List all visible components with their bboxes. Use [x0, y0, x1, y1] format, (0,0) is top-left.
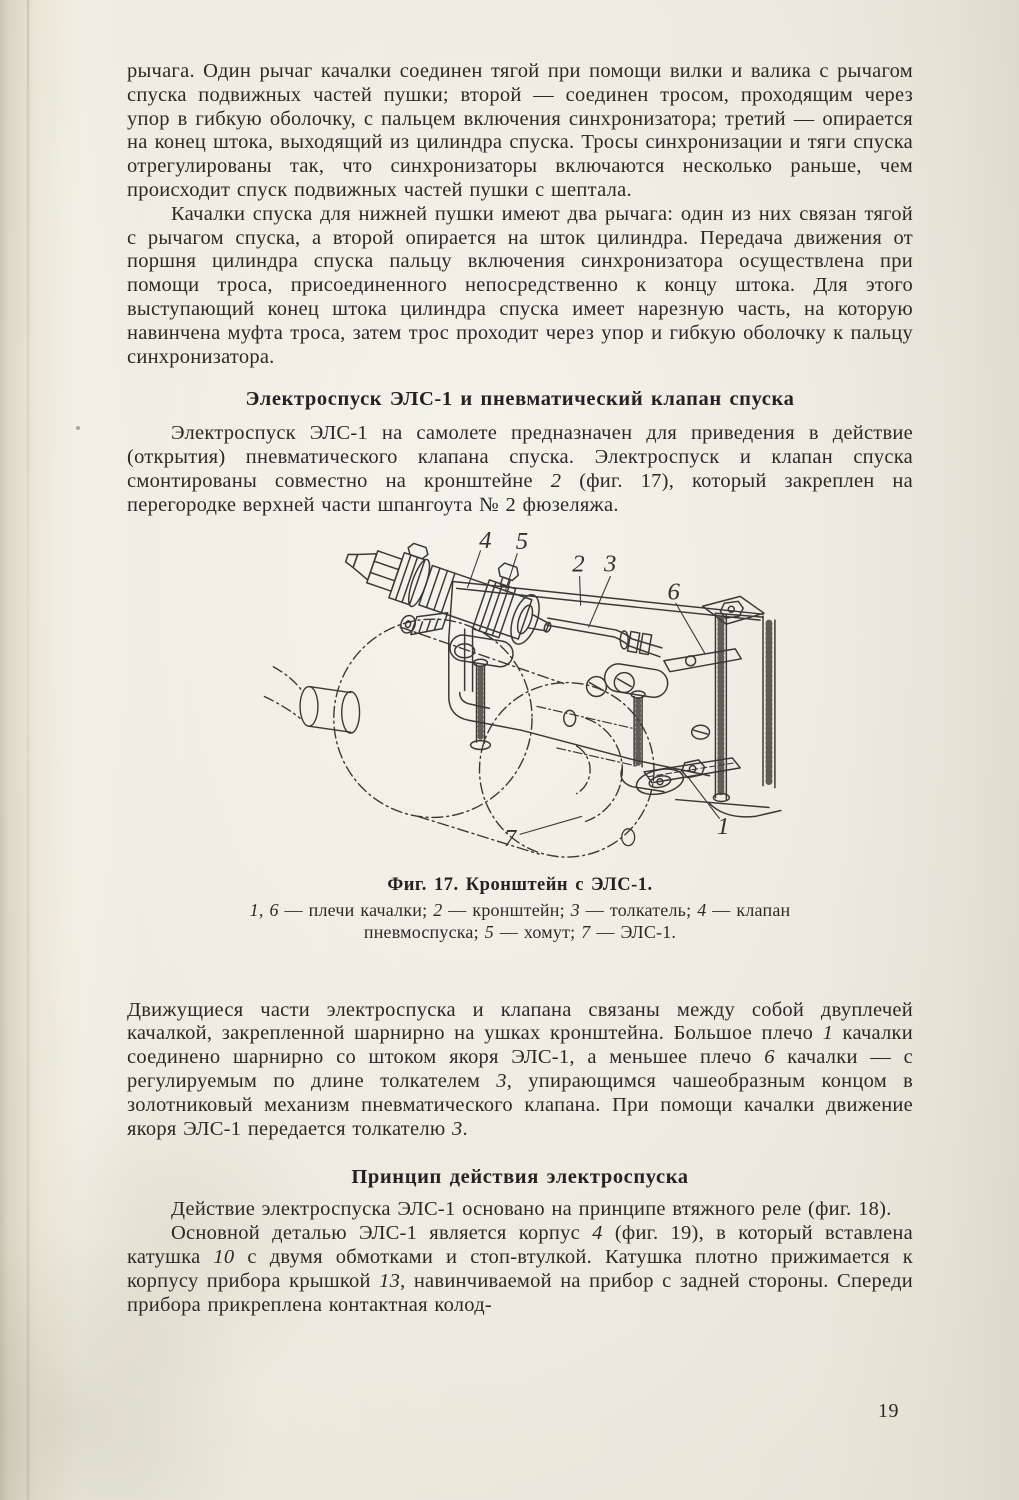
section-heading: Принцип действия электроспуска [351, 1166, 689, 1189]
paragraph: Электроспуск ЭЛС-1 на самолете предназначен для приведения в действие (открытия) пневматического клапана спуска. Электроспуск и клапан спуска смонтированы совместно на кронштейне 2 (фиг. 17), который закреплен на перегородке верхней части шпангоута № 2 фюзеляжа. [127, 422, 913, 516]
hinge-lugs-pins [448, 633, 686, 798]
callout-2: 2 [572, 550, 585, 578]
figure-17 [127, 522, 913, 943]
text-column [127, 60, 913, 1317]
figure-caption-legend: 1, 6 — плечи качалки; 2 — кронштейн; 3 — толкатель; 4 — клапан пневмоспуска; 5 — хомут; 7 — ЭЛС-1. [249, 899, 791, 942]
figure-drawing-area [237, 522, 837, 864]
callout-6: 6 [667, 577, 681, 605]
figure-caption [127, 874, 913, 943]
paragraph-continuation: рычага. Один рычаг качалки соединен тягой при помощи вилки и валика с рычагом спуска подвижных частей пушки; второй — соединен тросом, проходящим через упор в гибкую оболочку, с пальцем включения синхронизатора; третий — опирается на конец штока, выходящий из цилиндра спуска. Тросы синхронизации и тяги спуска отрегулированы так, что синхронизаторы включаются несколько раньше, чем происходит спуск подвижных частей пушки с шептала. [127, 60, 913, 201]
paragraph: Движущиеся части электроспуска и клапана связаны между собой двуплечей качалкой, закрепленной шарнирно на ушках кронштейна. Большое плечо 1 качалки соединено шарнирно со штоком якоря ЭЛС-1, а меньшее плечо 6 качалки — с регулируемым по длине толкателем 3, упирающимся чашеобразным концом в золотниковый механизм пневматического клапана. При помощи качалки движение якоря ЭЛС-1 передается толкателю 3. [127, 998, 914, 1140]
callout-4: 4 [479, 526, 492, 554]
pneumatic-valve [330, 522, 565, 677]
callout-1: 1 [717, 812, 730, 840]
push-rod [547, 618, 662, 657]
cable-connector [264, 666, 359, 732]
scan-speck [76, 426, 80, 430]
callout-3: 3 [604, 550, 617, 578]
figure-drawing [237, 522, 837, 864]
els1-cylinder-outline [334, 619, 654, 857]
callout-7: 7 [503, 824, 517, 852]
section-heading: Электроспуск ЭЛС-1 и пневматический клапан спуска [245, 388, 795, 411]
paragraph: Качалки спуска для нижней пушки имеют два рычага: один из них связан тягой с рычагом спуска, а второй опирается на шток цилиндра. Передача движения от поршня цилиндра спуска пальцу включения синхронизатора осуществлена при помощи троса, присоединенного непосредственно к концу штока. Для этого выступающий конец штока цилиндра спуска имеет нарезную часть, на которую навинчена муфта троса, затем трос проходит через упор и гибкую оболочку к пальцу синхронизатора. [127, 202, 913, 368]
figure-caption-title: Фиг. 17. Кронштейн с ЭЛС-1. [387, 874, 653, 895]
callout-5: 5 [515, 527, 529, 555]
paragraph: Основной деталью ЭЛС-1 является корпус 4 (фиг. 19), в который вставлена катушка 10 с двумя обмотками и стоп-втулкой. Катушка плотно прижимается к корпусу прибора крышкой 13, навинчиваемой на прибор с задней стороны. Спереди прибора прикреплена контактная колод- [127, 1222, 914, 1316]
paragraph: Действие электроспуска ЭЛС-1 основано на принципе втяжного реле (фиг. 18). [171, 1198, 892, 1221]
page-number: 19 [878, 1400, 899, 1422]
page-gutter-crease [27, 0, 29, 1500]
